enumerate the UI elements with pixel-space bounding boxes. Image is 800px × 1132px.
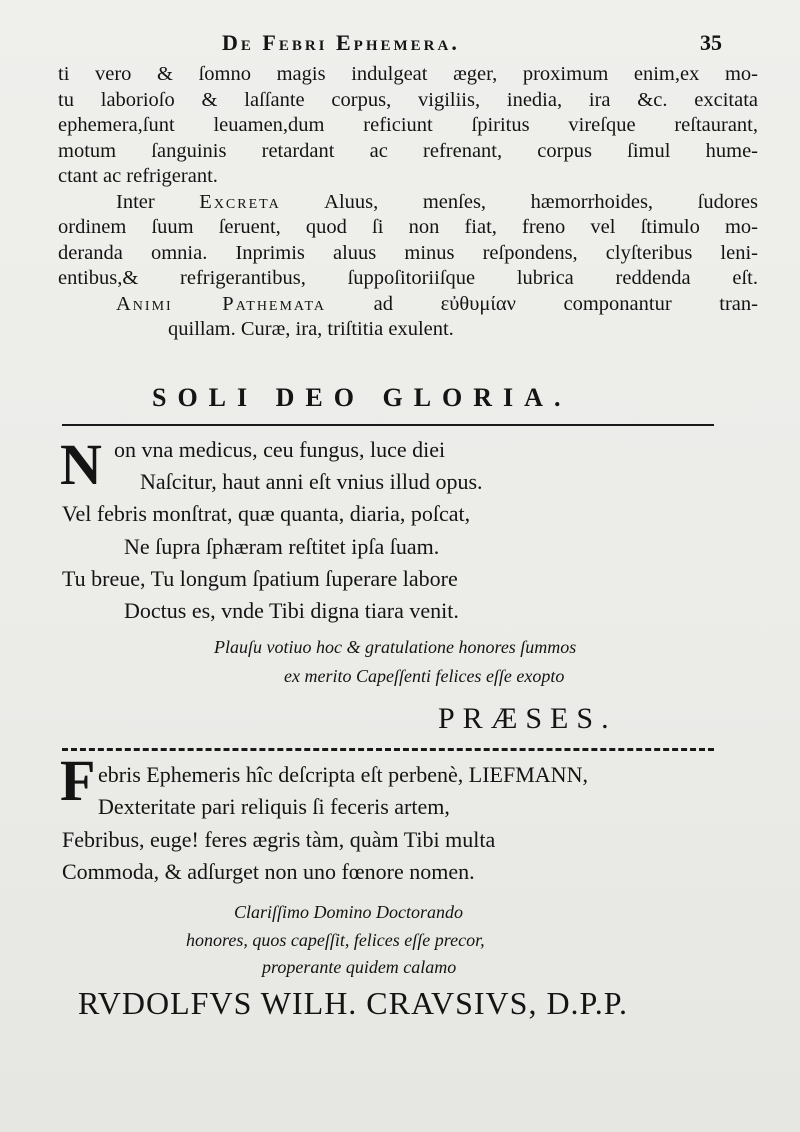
text-line: ordinem ſuum ſeruent, quod ſi non fiat, freno vel ſtimulo mo- [58,216,758,238]
text-span: ad εὐθυμίαν componantur tran- [373,292,758,315]
text-line: ctant ac refrigerant. [58,165,218,187]
author-signature: RVDOLFVS WILH. CRAVSIVS, D.P.P. [78,985,629,1021]
poem-line: ebris Ephemeris hîc deſcripta eſt perbenè, LIEFMANN, [98,762,588,787]
small-caps-term: Animi Pathemata [116,292,327,315]
page-number: 35 [700,30,722,55]
text-line: ti vero & ſomno magis indulgeat æger, proximum enim,ex mo- [58,63,758,85]
divider-rule [62,424,714,426]
text-line [58,292,758,318]
poem-line: Commoda, & adſurget non uno fœnore nomen. [62,859,475,884]
dropcap-letter: F [60,748,96,813]
text-line: entibus,& refrigerantibus, ſuppoſitoriiſque lubrica reddenda eſt. [58,267,758,289]
closing-doxology: SOLI DEO GLORIA. [152,383,572,412]
dedication-line: properante quidem calamo [262,957,457,977]
text-line [58,190,758,216]
poem-line: Febribus, euge! feres ægris tàm, quàm Tibi multa [62,827,496,852]
poem-line: Vel febris monſtrat, quæ quanta, diaria, poſcat, [62,501,471,526]
poem-line: Doctus es, vnde Tibi digna tiara venit. [124,598,459,623]
dropcap-letter: N [60,432,102,497]
poem-2-dropcap [60,748,96,813]
text-span: Inter [116,190,155,213]
text-line: deranda omnia. Inprimis aluus minus reſpondens, clyſteribus leni- [58,241,758,264]
dedication-line: ex merito Capeſſenti felices eſſe exopto [284,666,565,686]
text-span: Aluus, menſes, hæmorrhoides, ſudores [324,190,758,213]
divider-rule [62,748,714,751]
text-line: tu laborioſo & laſſante corpus, vigiliis, inedia, ira &c. excitata [58,88,758,111]
poem-line: Naſcitur, haut anni eſt vnius illud opus. [140,469,483,494]
poem-line: Ne ſupra ſphæram reſtitet ipſa ſuam. [124,534,440,559]
poem-line: Tu breue, Tu longum ſpatium ſuperare labore [62,566,458,591]
poem-line: on vna medicus, ceu fungus, luce diei [114,437,446,462]
prose-block [58,62,758,343]
poem-1-dropcap [60,432,102,497]
text-line: ephemera,ſunt leuamen,dum reficiunt ſpiritus vireſque reſtaurant, [58,114,758,136]
dedication-line: honores, quos capeſſit, felices eſſe precor, [186,930,485,950]
dedication-line: Clariſſimo Domino Doctorando [234,902,464,922]
praeses-signature: PRÆSES. [438,702,617,735]
running-title: De Febri Ephemera. [222,30,460,55]
dedication-line: Plauſu votiuo hoc & gratulatione honores ſummos [214,637,577,657]
text-line: motum ſanguinis retardant ac refrenant, corpus ſimul hume- [58,139,758,162]
text-line: quillam. Curæ, ira, triſtitia exulent. [168,318,454,340]
poem-line: Dexteritate pari reliquis ſi feceris artem, [98,794,450,819]
small-caps-term: Excreta [199,190,281,213]
